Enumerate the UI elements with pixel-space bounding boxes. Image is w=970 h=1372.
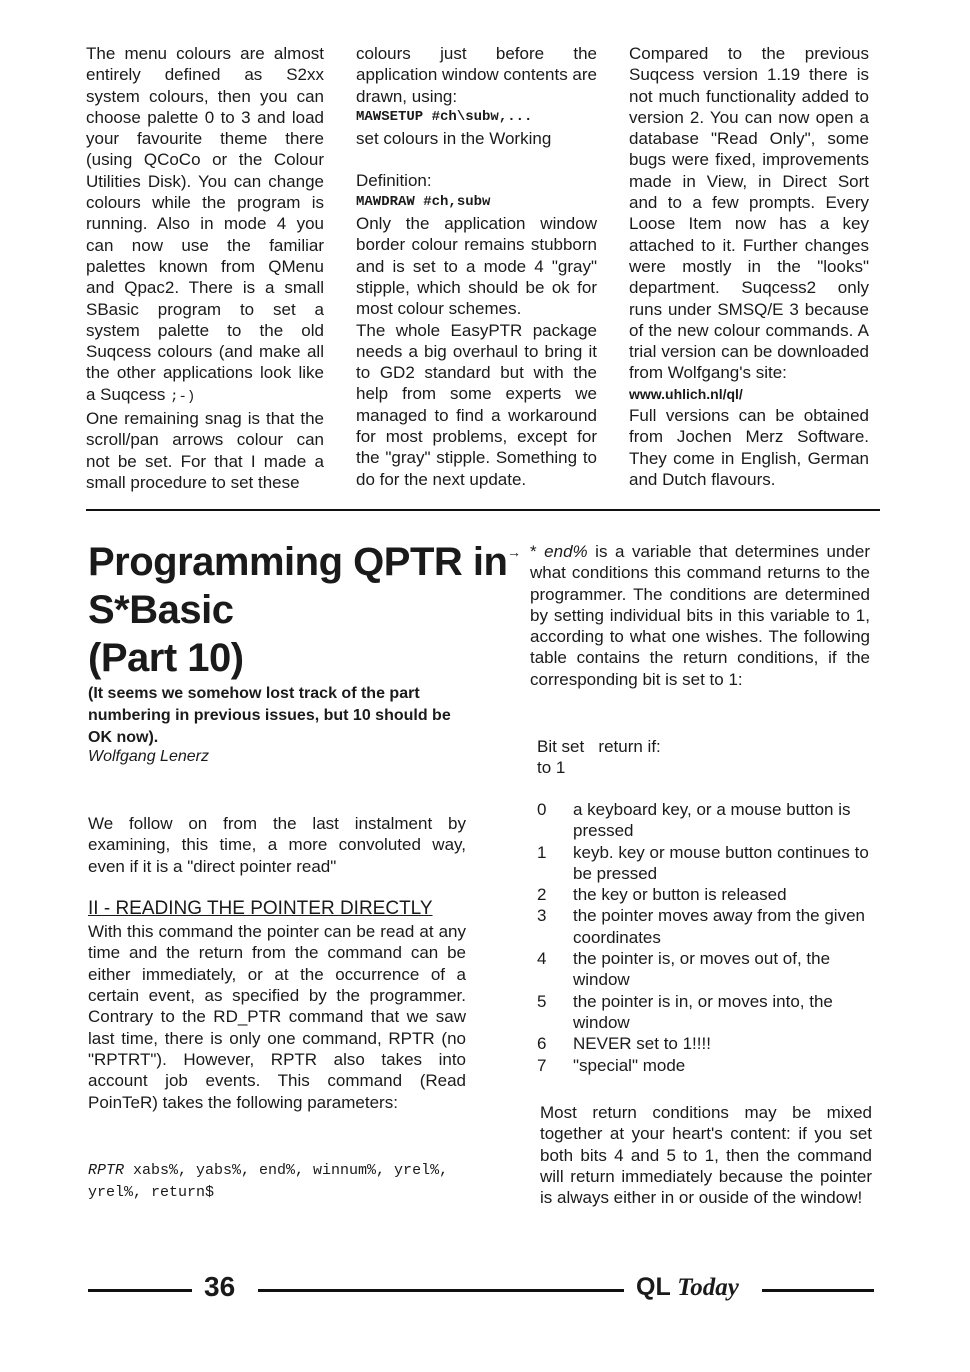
bit-number: 3 [537, 906, 547, 926]
col3-paragraph-1: Compared to the previous Suqcess version 1.19 there is not much functionality added to version 2. You can now open a database "Read Only", some bugs were fixed, improvements made in View, in Direct Sort and to a few prompts. Every Loose Item now has a key attached to it. Further changes were mostly in the "looks" department. Suqcess2 only runs under SMSQ/E 3 because of the new colour commands. A trial version can be downloaded from Wolfgang's site: [629, 44, 869, 383]
magazine-name: QL Today [636, 1273, 739, 1301]
bit-description: the key or button is released [573, 885, 787, 905]
bit-table-header [537, 736, 867, 779]
col2-paragraph-2: set colours in the Working [356, 129, 552, 149]
table-head-bit: Bit set [537, 737, 585, 756]
bit-number: 2 [537, 885, 547, 905]
bit-table [537, 799, 871, 1076]
article-intro: (It seems we somehow lost track of the part numbering in previous issues, but 10 should be OK now). [88, 685, 451, 746]
bit-row [537, 948, 871, 991]
bit-row [537, 842, 871, 885]
bit-description: NEVER set to 1!!!! [573, 1034, 711, 1054]
col1-paragraph-2: One remaining snag is that the scroll/pan arrows colour can not be set. For that I made a small procedure to set these [86, 409, 324, 492]
table-head-to1: to 1 [537, 758, 566, 778]
site-url: www.uhlich.nl/ql/ [629, 385, 743, 402]
bit-number: 7 [537, 1055, 547, 1075]
bit-description: the pointer moves away from the given coordinates [573, 906, 865, 947]
article-paragraph-1: We follow on from the last instalment by examining, this time, a more convoluted way, even if it is a "direct pointer read" [88, 814, 466, 876]
bit-row [537, 991, 871, 1034]
footer-rule-left [88, 1289, 192, 1292]
definition-label: Definition: [356, 171, 432, 191]
bit-number: 5 [537, 991, 547, 1011]
column-1 [86, 43, 324, 493]
article-paragraph-2: With this command the pointer can be read at any time and the return from the command can be either immediately, or at the occurrence of a certain event, as specified by the programmer. Contrary to the RD_PTR command that we saw last time, there is only one command, RPTR (no "RPTRT"). However, RPTR also takes into account job events. This command (Read PoinTeR) takes the following parameters: [88, 922, 466, 1112]
article-author: Wolfgang Lenerz [88, 748, 209, 765]
col2-paragraph-4: The whole EasyPTR package needs a big overhaul to bring it to GD2 standard but with the help from some experts we managed to find a workaround for most problems, except for the "gray" stipple. Something to do for the next update. [356, 320, 597, 489]
code-mawdraw: MAWDRAW #ch,subw [356, 193, 491, 210]
bit-number: 4 [537, 949, 547, 969]
bit-row [537, 1033, 871, 1054]
bit-row [537, 905, 871, 948]
article-left-column [88, 813, 466, 1113]
section-divider [86, 509, 880, 511]
article-title: Programming QPTR in S*Basic (Part 10) [88, 540, 508, 680]
rptr-syntax: RPTR xabs%, yabs%, end%, winnum%, yrel%, yrel%, return$ [88, 1162, 449, 1201]
bit-description: keyb. key or mouse button continues to be pressed [573, 842, 869, 883]
smiley: ;-) [170, 388, 196, 405]
column-2 [356, 43, 597, 490]
end-variable-paragraph: * end% is a variable that determines under what conditions this command returns to the programmer. The conditions are determined by setting individual bits in this variable to 1, according to what one wishes. The following table contains the return conditions, if the corresponding bit is set to 1: [530, 542, 870, 689]
code-mawsetup: MAWSETUP #ch\subw,... [356, 108, 533, 125]
bit-description: "special" mode [573, 1055, 686, 1075]
footer-rule-right [762, 1289, 874, 1292]
table-head-return: return if: [598, 737, 661, 756]
col2-paragraph-3: Only the application window border colour remains stubborn and is set to a mode 4 "gray" stipple, which should be ok for most colour schemes. [356, 214, 597, 319]
article-right-column [530, 541, 870, 690]
arrow-marker: → [507, 544, 521, 560]
bit-description: the pointer is, or moves out of, the window [573, 949, 831, 990]
section-heading: II - READING THE POINTER DIRECTLY [88, 897, 433, 919]
col3-paragraph-2: Full versions can be obtained from Jochen Merz Software. They come in English, German and Dutch flavours. [629, 406, 869, 489]
bit-number: 1 [537, 842, 547, 862]
bit-number: 6 [537, 1034, 547, 1054]
bit-row [537, 884, 871, 905]
bit-row [537, 799, 871, 842]
bit-number: 0 [537, 800, 547, 819]
bit-row [537, 1055, 871, 1076]
footer-rule-middle [258, 1289, 624, 1292]
col1-paragraph-1: The menu colours are almost entirely defined as S2xx system colours, then you can choose palette 0 to 3 and load your favourite theme there (using QCoCo or the Colour Utilities Disk). You can change colours while the program is running. Also in mode 4 you can now use the familiar palettes known from QMenu and Qpac2. There is a small SBasic program to set a system palette to the old Suqcess colours (and make all the other applications look like a Suqcess ;-) [86, 44, 324, 405]
closing-paragraph: Most return conditions may be mixed together at your heart's content: if you set both bits 4 and 5 to 1, then the command will return immediately because the pointer is always either in or ouside of the window! [540, 1103, 872, 1208]
bit-description: a keyboard key, or a mouse button is pressed [573, 800, 851, 841]
page-number: 36 [204, 1271, 236, 1302]
col2-paragraph-1: colours just before the application window contents are drawn, using: [356, 44, 597, 106]
column-3 [629, 43, 869, 490]
bit-description: the pointer is in, or moves into, the window [573, 991, 833, 1032]
